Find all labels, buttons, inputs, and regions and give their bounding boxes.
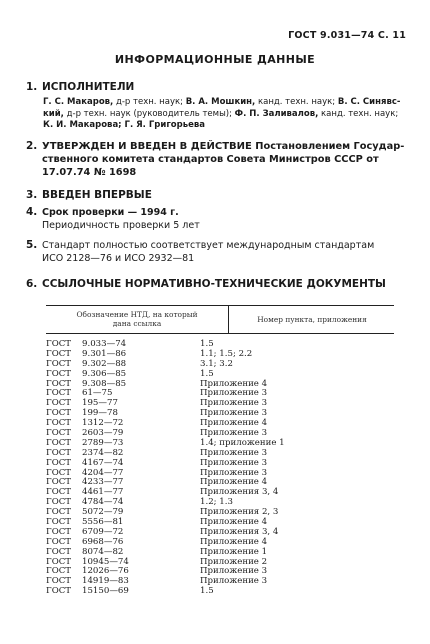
doc-number: 5072—79 [82,507,124,518]
clause-reference: 1.2; 1.3 [200,497,233,508]
table-col2-header: Номер пункта, приложения [257,315,367,324]
clause-reference: Приложение 4 [200,517,268,528]
doc-number: 9.308—85 [82,378,127,389]
clause-reference: 1.4; приложение 1 [200,437,285,448]
doc-number: 14919—83 [82,576,129,587]
clause-reference: Приложения 2, 3 [200,507,279,518]
clause-reference: 3.1; 3.2 [200,358,233,369]
doc-prefix: ГОСТ [46,378,72,389]
doc-number: 10945—74 [82,556,129,567]
table-column-divider [228,305,229,334]
page-header: ГОСТ 9.031—74 С. 11 [288,30,406,41]
doc-prefix: ГОСТ [46,467,72,478]
section-2-number: 2. [26,140,38,152]
doc-number: 9.301—86 [82,348,127,359]
doc-number: 9.306—85 [82,368,127,379]
doc-prefix: ГОСТ [46,536,72,547]
doc-number: 9.033—74 [82,339,127,349]
doc-number: 4204—77 [82,467,124,478]
review-date: Срок проверки — 1994 г. [42,207,179,218]
doc-prefix: ГОСТ [46,457,72,468]
doc-prefix: ГОСТ [46,428,72,439]
doc-number: 61—75 [82,388,113,399]
clause-reference: Приложение 4 [200,536,268,547]
doc-prefix: ГОСТ [46,546,72,557]
doc-prefix: ГОСТ [46,526,72,537]
clause-reference: 1.5 [200,368,214,379]
clause-reference: 1.1; 1.5; 2.2 [200,348,253,359]
clause-reference: Приложение 3 [200,467,268,478]
doc-prefix: ГОСТ [46,358,72,369]
section-1 [26,75,406,94]
section-5-number: 5. [26,239,38,251]
doc-number: 2374—82 [82,447,124,458]
doc-number: 9.302—88 [82,358,127,369]
table-top-rule [46,305,394,306]
doc-number: 6709—72 [82,526,124,537]
section-1-text [43,97,406,132]
clause-reference: Приложение 4 [200,418,268,429]
clause-reference: Приложение 3 [200,566,268,577]
clause-reference: Приложение 3 [200,388,268,399]
section-3-number: 3. [26,189,38,201]
clause-reference: Приложение 3 [200,447,268,458]
doc-number: 12026—76 [82,566,129,577]
section-2-text: УТВЕРЖДЕН И ВВЕДЕН В ДЕЙСТВИЕ Постановлением Государ- ственного комитета стандартов Совета Министров СССР от 17.07.74 № 1698 [42,141,405,178]
reference-table-body [46,340,406,597]
table-col1-header: Обозначение НТД, на который дана ссылка [76,310,198,328]
doc-number: 4784—74 [82,497,124,508]
doc-prefix: ГОСТ [46,398,72,409]
section-5-line-1: Стандарт полностью соответствует международным стандартам [42,240,375,251]
doc-number: 5556—81 [82,517,124,528]
doc-prefix: ГОСТ [46,388,72,399]
section-2 [26,140,406,179]
section-1-number: 1. [26,81,38,93]
doc-prefix: ГОСТ [46,497,72,508]
section-6 [26,272,406,291]
table-row [46,587,406,597]
doc-number: 4233—77 [82,477,124,488]
section-3-heading: ВВЕДЕН ВПЕРВЫЕ [42,189,152,201]
doc-prefix: ГОСТ [46,437,72,448]
doc-prefix: ГОСТ [46,556,72,567]
doc-number: 4167—74 [82,457,124,468]
doc-number: 8074—82 [82,546,124,557]
doc-prefix: ГОСТ [46,566,72,577]
clause-reference: Приложение 4 [200,477,268,488]
clause-reference: 1.5 [200,339,214,349]
doc-prefix: ГОСТ [46,487,72,498]
doc-number: 195—77 [82,398,118,409]
doc-prefix: ГОСТ [46,408,72,419]
section-1-line-3: К. И. Макарова; Г. Я. Григорьева [43,120,205,130]
doc-number: 4461—77 [82,487,124,498]
doc-prefix: ГОСТ [46,418,72,429]
section-3 [26,183,406,202]
section-1-line-2: кий, д-р техн. наук (руководитель темы); Ф. П. Заливалов, канд. техн. наук; [43,108,399,119]
doc-prefix: ГОСТ [46,507,72,518]
page-title: ИНФОРМАЦИОННЫЕ ДАННЫЕ [114,53,316,66]
doc-prefix: ГОСТ [46,348,72,359]
section-5 [26,239,406,265]
clause-reference: Приложение 3 [200,428,268,439]
doc-number: 15150—69 [82,586,129,597]
section-1-line-1: Г. С. Макаров, д-р техн. наук; В. А. Мошкин, канд. техн. наук; В. С. Синявс- [43,97,401,107]
doc-prefix: ГОСТ [46,447,72,458]
section-6-number: 6. [26,278,38,290]
doc-prefix: ГОСТ [46,586,72,597]
table-header-rule [46,333,394,334]
clause-reference: Приложение 3 [200,457,268,468]
doc-number: 1312—72 [82,418,124,429]
doc-prefix: ГОСТ [46,517,72,528]
doc-prefix: ГОСТ [46,339,72,349]
section-6-heading: ССЫЛОЧНЫЕ НОРМАТИВНО-ТЕХНИЧЕСКИЕ ДОКУМЕНТЫ [42,278,386,290]
doc-number: 2603—79 [82,428,124,439]
review-period: Периодичность проверки 5 лет [42,220,200,231]
doc-number: 2789—73 [82,437,124,448]
section-5-line-2: ИСО 2128—76 и ИСО 2932—81 [42,253,195,264]
clause-reference: Приложения 3, 4 [200,526,279,537]
doc-number: 6968—76 [82,536,124,547]
section-4 [26,206,406,232]
section-4-number: 4. [26,206,38,218]
clause-reference: Приложение 2 [200,556,268,567]
clause-reference: Приложение 3 [200,398,268,409]
doc-prefix: ГОСТ [46,368,72,379]
clause-reference: Приложение 3 [200,408,268,419]
doc-prefix: ГОСТ [46,576,72,587]
section-1-heading: ИСПОЛНИТЕЛИ [42,81,135,93]
clause-reference: 1.5 [200,586,214,597]
clause-reference: Приложения 3, 4 [200,487,279,498]
clause-reference: Приложение 4 [200,378,268,389]
clause-reference: Приложение 1 [200,546,268,557]
clause-reference: Приложение 3 [200,576,268,587]
doc-number: 199—78 [82,408,118,419]
doc-prefix: ГОСТ [46,477,72,488]
